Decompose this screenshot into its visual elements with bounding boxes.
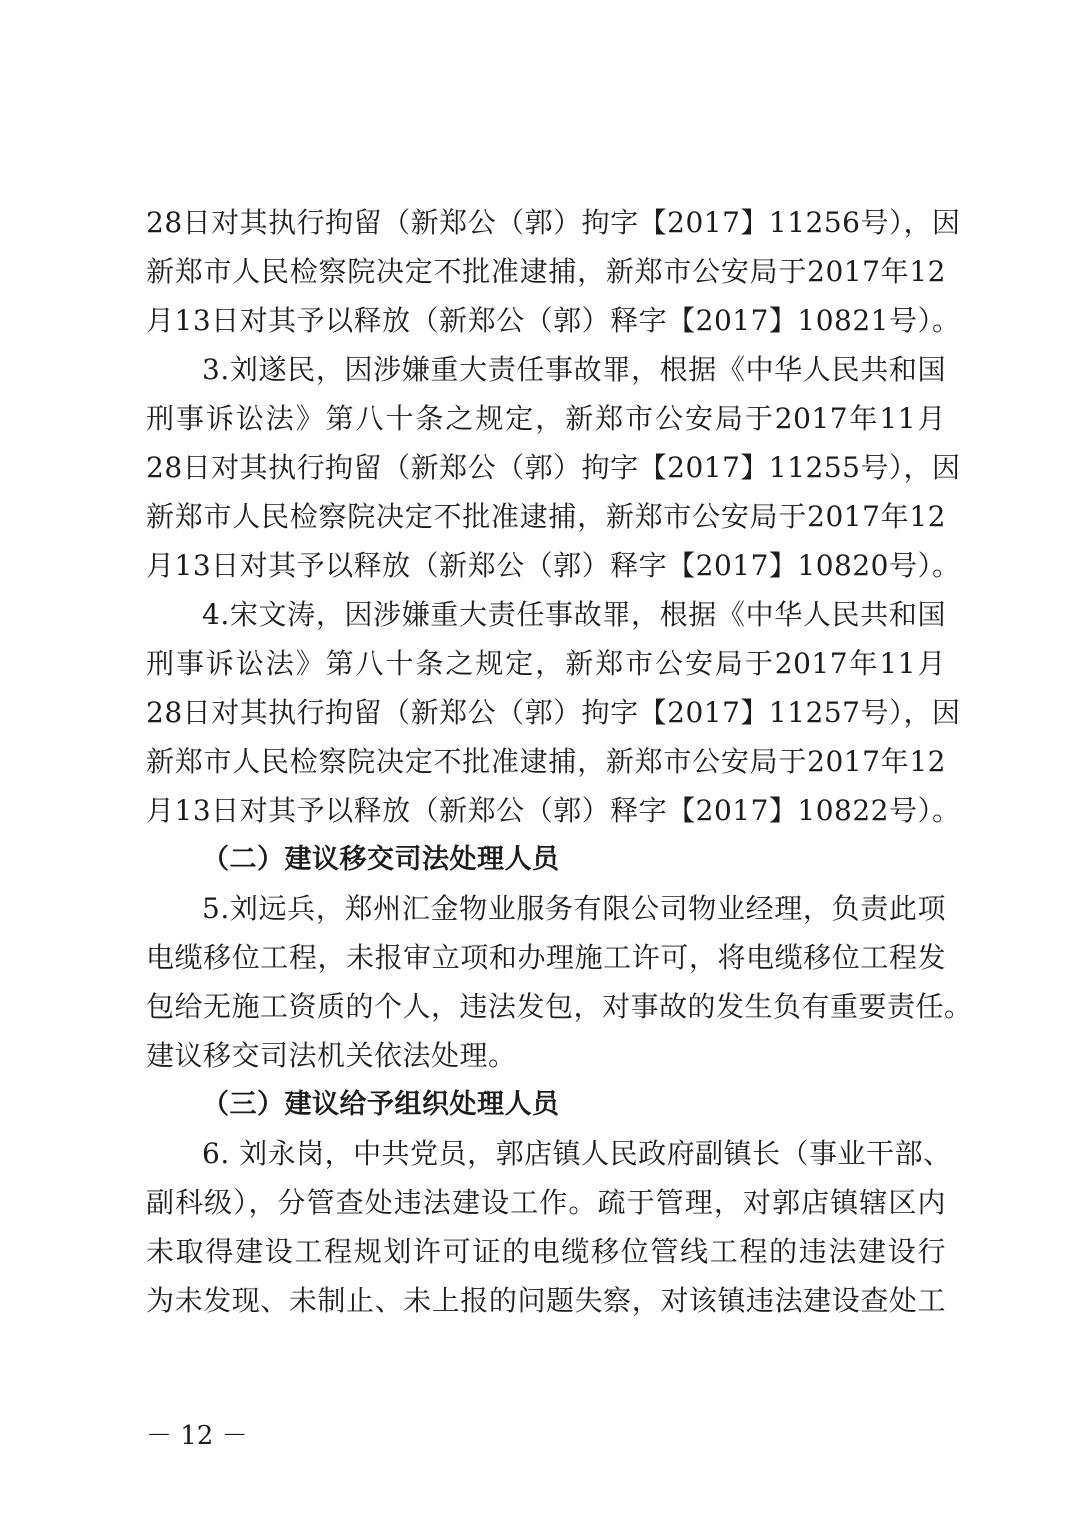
text-line: 刑事诉讼法》第八十条之规定，新郑市公安局于2017年11月 (146, 647, 946, 680)
page-number: － 12 － (146, 1421, 248, 1451)
text-line: 28日对其执行拘留（新郑公（郭）拘字【2017】11255号），因 (146, 451, 961, 484)
paragraph-start: 4.宋文涛，因涉嫌重大责任事故罪，根据《中华人民共和国 (202, 598, 946, 631)
text-line: 28日对其执行拘留（新郑公（郭）拘字【2017】11257号），因 (146, 696, 961, 729)
body-text (146, 198, 973, 1325)
text-line: 月13日对其予以释放（新郑公（郭）释字【2017】10822号）。 (146, 794, 961, 827)
section-heading: （三）建议给予组织处理人员 (202, 1089, 560, 1120)
text-line: 建议移交司法机关依法处理。 (146, 1039, 517, 1072)
section-heading: （二）建议移交司法处理人员 (202, 844, 560, 875)
text-line: 新郑市人民检察院决定不批准逮捕，新郑市公安局于2017年12 (146, 500, 946, 533)
paragraph-start: 3.刘遂民，因涉嫌重大责任事故罪，根据《中华人民共和国 (202, 353, 946, 386)
paragraph-start: 6. 刘永岗，中共党员，郭店镇人民政府副镇长（事业干部、 (202, 1137, 952, 1170)
text-line: 电缆移位工程，未报审立项和办理施工许可，将电缆移位工程发 (146, 941, 946, 974)
text-line: 新郑市人民检察院决定不批准逮捕，新郑市公安局于2017年12 (146, 255, 946, 288)
text-line: 月13日对其予以释放（新郑公（郭）释字【2017】10821号）。 (146, 304, 961, 337)
text-line: 为未发现、未制止、未上报的问题失察，对该镇违法建设查处工 (146, 1284, 946, 1317)
text-line: 新郑市人民检察院决定不批准逮捕，新郑市公安局于2017年12 (146, 745, 946, 778)
text-line: 刑事诉讼法》第八十条之规定，新郑市公安局于2017年11月 (146, 402, 946, 435)
text-line: 未取得建设工程规划许可证的电缆移位管线工程的违法建设行 (146, 1235, 946, 1268)
paragraph-start: 5.刘远兵，郑州汇金物业服务有限公司物业经理，负责此项 (202, 892, 946, 925)
text-line: 月13日对其予以释放（新郑公（郭）释字【2017】10820号）。 (146, 549, 961, 582)
text-line: 副科级），分管查处违法建设工作。疏于管理，对郭店镇辖区内 (146, 1186, 946, 1219)
text-line: 包给无施工资质的个人，违法发包，对事故的发生负有重要责任。 (146, 990, 973, 1023)
text-line: 28日对其执行拘留（新郑公（郭）拘字【2017】11256号），因 (146, 206, 961, 239)
